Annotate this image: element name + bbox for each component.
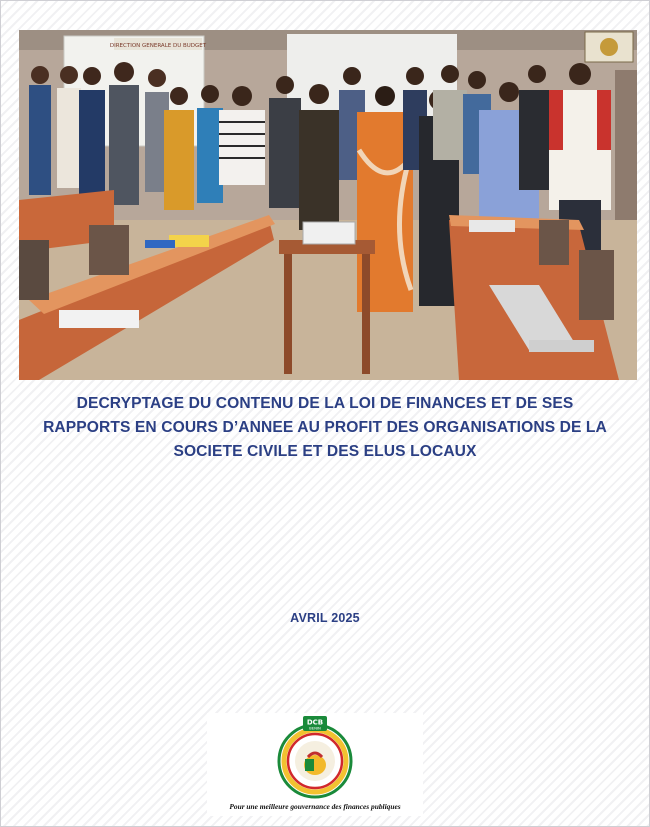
title-line-2: RAPPORTS EN COURS D’ANNEE AU PROFIT DES ORGANISATIONS DE LA (43, 419, 607, 436)
logo-tagline: Pour une meilleure gouvernance des finances publiques (229, 802, 401, 811)
photo-banner: DIRECTION GENERALE DU BUDGET (109, 43, 207, 49)
logo-country-text: BENIN (309, 725, 321, 731)
title-line-1: DECRYPTAGE DU CONTENU DE LA LOI DE FINANCES ET DE SES (76, 395, 574, 412)
group-photo-illustration (19, 30, 637, 380)
document-title (20, 392, 630, 464)
dgb-logo-icon (274, 715, 356, 799)
title-line-3: SOCIETE CIVILE ET DES ELUS LOCAUX (173, 443, 477, 460)
logo-badge-text: DCB (306, 718, 324, 727)
cover-photo (19, 30, 637, 380)
publication-date: AVRIL 2025 (290, 611, 360, 625)
dgb-logo-block (207, 713, 423, 816)
